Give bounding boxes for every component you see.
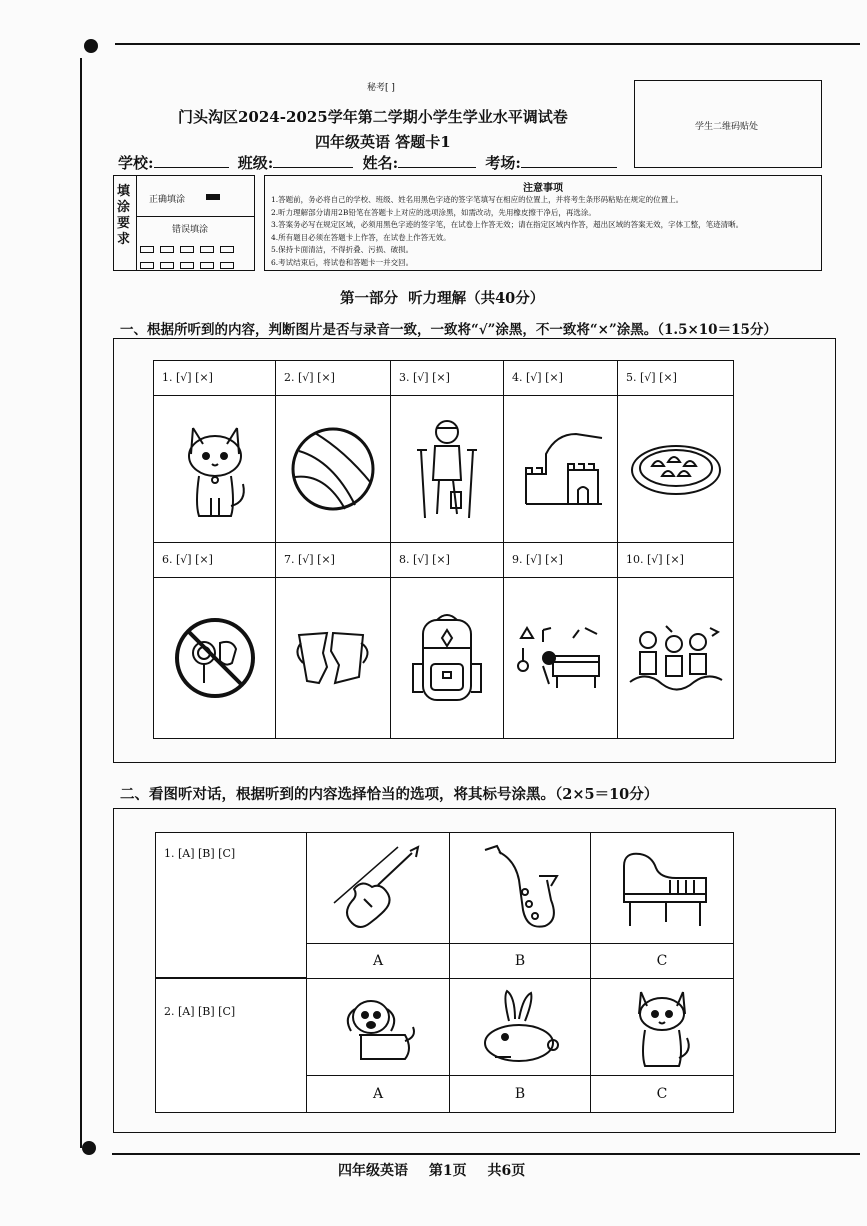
item-6-picture	[153, 577, 276, 739]
q1-option-c-label[interactable]: C	[590, 943, 734, 979]
q1-option-a-picture	[306, 832, 450, 944]
school-field[interactable]	[154, 167, 229, 168]
item-1-choices[interactable]: 1. [√] [×]	[153, 360, 276, 396]
barcode-area: 学生二维码贴处	[634, 80, 822, 168]
item-7-choices[interactable]: 7. [√] [×]	[275, 542, 391, 578]
exam-title: 门头沟区2024-2025学年第二学期小学生学业水平调试卷	[178, 108, 568, 126]
note-3: 3.答案务必写在规定区域，必须用黑色字迹的签字笔，在试卷上作答无效；请在指定区域内作答，超出区域的答案无效，字体工整，笔迹清晰。	[271, 220, 744, 229]
correct-fill-sample	[206, 194, 220, 200]
footer-subject: 四年级英语	[338, 1163, 408, 1179]
piano-icon	[610, 846, 714, 930]
correct-fill-label: 正确填涂	[149, 195, 186, 205]
item-9-choices[interactable]: 9. [√] [×]	[503, 542, 618, 578]
note-5: 5.保持卡面清洁，不得折叠、污损、破损。	[271, 245, 414, 254]
great-wall-icon	[516, 424, 606, 514]
q2-option-c-label[interactable]: C	[590, 1075, 734, 1113]
cat-icon	[175, 414, 255, 524]
q1-option-b-label[interactable]: B	[449, 943, 591, 979]
item-10-picture	[617, 577, 734, 739]
music-class-icon	[513, 618, 609, 698]
q2-choices[interactable]: 2. [A] [B] [C]	[155, 978, 307, 1113]
room-field[interactable]	[521, 167, 617, 168]
answer-sheet-title: 四年级英语 答题卡1	[315, 133, 451, 151]
name-field[interactable]	[398, 167, 476, 168]
crutches-boy-icon	[407, 414, 487, 524]
kitten-icon	[627, 982, 697, 1072]
footer-page: 第1页	[428, 1163, 467, 1179]
footer	[338, 1160, 525, 1180]
section1-instruction: 一、根据所听到的内容，判断图片是否与录音一致，一致将“√”涂黑，不一致将“×”涂黑。（1.5×10＝15分）	[120, 322, 777, 338]
fill-guide-divider	[136, 176, 137, 270]
item-6-choices[interactable]: 6. [√] [×]	[153, 542, 276, 578]
school-label: 学校:	[118, 154, 154, 172]
puppy-icon	[333, 987, 423, 1067]
q2-option-a-picture	[306, 978, 450, 1076]
note-1: 1.答题前，务必将自己的学校、班级、姓名用黑色字迹的签字笔填写在相应的位置上，并将考生条形码粘贴在规定的位置上。	[271, 195, 684, 204]
q2-option-b-picture	[449, 978, 591, 1076]
item-5-picture	[617, 395, 734, 543]
q2-option-a-label[interactable]: A	[306, 1075, 450, 1113]
note-6: 6.考试结束后，将试卷和答题卡一并交回。	[271, 257, 414, 267]
q1-option-a-label[interactable]: A	[306, 943, 450, 979]
note-2: 2.听力理解部分请用2B铅笔在答题卡上对应的选项涂黑，如需改动，先用橡皮擦干净后，再选涂。	[271, 207, 596, 217]
notes-title: 注意事项	[523, 183, 563, 194]
violin-icon	[328, 843, 428, 933]
name-label: 姓名:	[362, 154, 399, 172]
rabbit-icon	[475, 987, 565, 1067]
item-3-picture	[390, 395, 504, 543]
basketball-icon	[285, 421, 381, 517]
item-10-choices[interactable]: 10. [√] [×]	[617, 542, 734, 578]
broken-cup-icon	[293, 623, 373, 693]
fill-guide-side-label: 填涂要求	[117, 184, 131, 247]
item-2-picture	[275, 395, 391, 543]
footer-total: 共6页	[487, 1163, 526, 1179]
q1-option-c-picture	[590, 832, 734, 944]
binder-hole-bottom	[82, 1141, 96, 1155]
part1-title: 第一部分 听力理解（共40分）	[340, 290, 545, 307]
class-field[interactable]	[273, 167, 353, 168]
exam-mark: 秘考[ ]	[367, 83, 395, 93]
item-3-choices[interactable]: 3. [√] [×]	[390, 360, 504, 396]
top-rule	[115, 43, 860, 45]
class-label: 班级:	[237, 154, 274, 172]
item-4-picture	[503, 395, 618, 543]
item-8-picture	[390, 577, 504, 739]
left-margin-rule	[80, 58, 82, 1148]
binder-hole-top	[84, 39, 98, 53]
notes-box	[264, 175, 822, 271]
wrong-fill-label: 错误填涂	[172, 225, 209, 235]
backpack-icon	[407, 608, 487, 708]
item-9-picture	[503, 577, 618, 739]
dragon-dance-icon	[626, 618, 726, 698]
no-picking-flowers-icon	[170, 613, 260, 703]
dumplings-plate-icon	[628, 434, 724, 504]
item-8-choices[interactable]: 8. [√] [×]	[390, 542, 504, 578]
info-row	[118, 152, 617, 173]
bottom-rule	[112, 1153, 860, 1155]
q1-choices[interactable]: 1. [A] [B] [C]	[155, 832, 307, 978]
q2-option-c-picture	[590, 978, 734, 1076]
item-7-picture	[275, 577, 391, 739]
item-2-choices[interactable]: 2. [√] [×]	[275, 360, 391, 396]
section2-instruction: 二、看图听对话，根据听到的内容选择恰当的选项，将其标号涂黑。（2×5＝10分）	[120, 786, 659, 803]
item-5-choices[interactable]: 5. [√] [×]	[617, 360, 734, 396]
item-1-picture	[153, 395, 276, 543]
room-label: 考场:	[485, 154, 521, 172]
fill-guide	[113, 175, 255, 271]
wrong-fill-samples-2	[140, 254, 240, 273]
note-4: 4.所有题目必须在答题卡上作答，在试卷上作答无效。	[271, 232, 451, 242]
fill-guide-row-divider	[136, 216, 254, 217]
q1-option-b-picture	[449, 832, 591, 944]
item-4-choices[interactable]: 4. [√] [×]	[503, 360, 618, 396]
saxophone-icon	[475, 840, 565, 936]
q2-option-b-label[interactable]: B	[449, 1075, 591, 1113]
